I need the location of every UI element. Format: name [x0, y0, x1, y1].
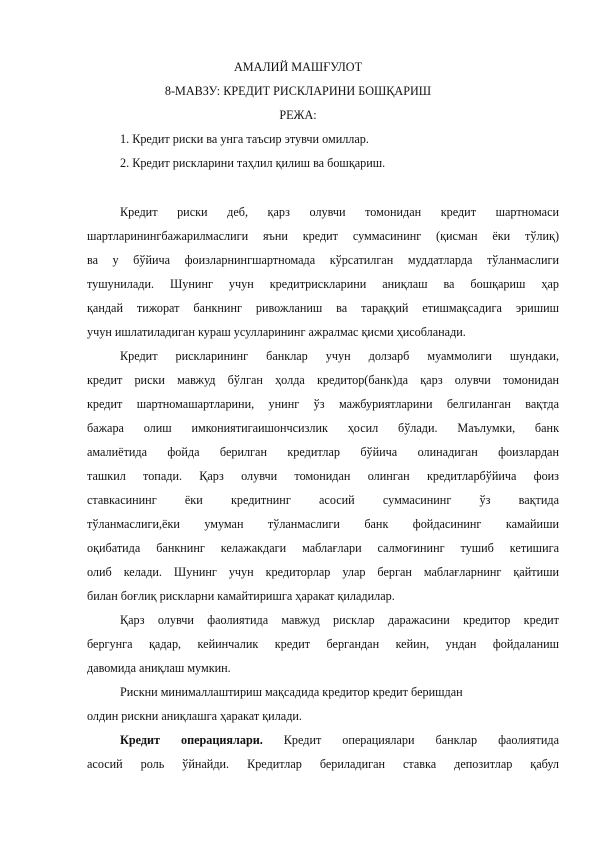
paragraph-2-line: бажара олиш имкониятигаишончсизлик ҳосил бўлади. Маълумки, банк: [87, 421, 559, 435]
paragraph-4-line: Рискни минималлаштириш мақсадида кредитор кредит беришдан: [120, 685, 463, 699]
paragraph-3-line: Қарз олувчи фаолиятида мавжуд рисклар даражасини кредитор кредит: [120, 613, 559, 627]
paragraph-2-line: оқибатида банкнинг келажакдаги маблағлари салмоғининг тушиб кетишига: [87, 541, 559, 555]
paragraph-2-line: билан боғлиқ рискларни камайтиришга ҳаракат қиладилар.: [87, 589, 395, 603]
paragraph-1-line: қандай тижорат банкнинг ривожланиш ва тараққий етишмақсадига эришиш: [87, 301, 559, 315]
paragraph-5-line: асосий роль ўйнайди. Кредитлар бериладиган ставка депозитлар қабул: [87, 757, 559, 771]
paragraph-1-line: учун ишлатиладиган кураш усулларининг ажралмас қисми ҳисобланади.: [87, 325, 466, 339]
plan-heading: РЕЖА:: [279, 108, 317, 122]
paragraph-2-line: Кредит рискларининг банклар учун долзарб муаммолиги шундаки,: [120, 349, 559, 363]
paragraph-2-line: кредит шартномашартларини, унинг ўз мажбуриятларини белгиланган вақтда: [87, 397, 559, 411]
paragraph-2-line: тўланмаслиги,ёки умуман тўланмаслиги банк фойдасининг камайиши: [87, 517, 559, 531]
topic-title: 8-МАВЗУ: КРЕДИТ РИСКЛАРИНИ БОШҚАРИШ: [164, 84, 432, 98]
paragraph-2-line: олиб келади. Шунинг учун кредиторлар улар берган маблағларнинг қайтиши: [87, 565, 559, 579]
section-lead-bold: Кредит операциялари.: [120, 733, 263, 747]
paragraph-4-line: олдин рискни аниқлашга ҳаракат қилади.: [87, 709, 302, 723]
paragraph-2-line: кредит риски мавжуд бўлган ҳолда кредитор(банк)да қарз олувчи томонидан: [87, 373, 559, 387]
section-lead-rest: Кредит операциялари банклар фаолиятида: [262, 733, 559, 747]
paragraph-5-line: [120, 733, 559, 747]
document-title: АМАЛИЙ МАШҒУЛОТ: [233, 60, 363, 74]
paragraph-2-line: ташкил топади. Қарз олувчи томонидан олинган кредитларбўйича фоиз: [87, 469, 559, 483]
paragraph-3-line: бергунга қадар, кейинчалик кредит бергандан кейин, ундан фойдаланиш: [87, 637, 559, 651]
paragraph-1-line: Кредит риски деб, қарз олувчи томонидан кредит шартномаси: [120, 205, 559, 219]
paragraph-1-line: тушунилади. Шунинг учун кредитрискларини аниқлаш ва бошқариш ҳар: [87, 277, 559, 291]
paragraph-1-line: шартларинингбажарилмаслиги яъни кредит суммасининг (қисман ёки тўлиқ): [87, 229, 559, 243]
paragraph-3-line: давомида аниқлаш мумкин.: [87, 661, 231, 675]
plan-item: 1. Кредит риски ва унга таъсир этувчи омиллар.: [120, 132, 369, 146]
paragraph-2-line: ставкасининг ёки кредитнинг асосий суммасининг ўз вақтида: [87, 493, 559, 507]
paragraph-1-line: ва у бўйича фоизларнингшартномада кўрсатилган муддатларда тўланмаслиги: [87, 253, 559, 267]
paragraph-2-line: амалиётида фойда берилган кредитлар бўйича олинадиган фоизлардан: [87, 445, 559, 459]
plan-item: 2. Кредит рискларини таҳлил қилиш ва бошқариш.: [120, 156, 386, 170]
